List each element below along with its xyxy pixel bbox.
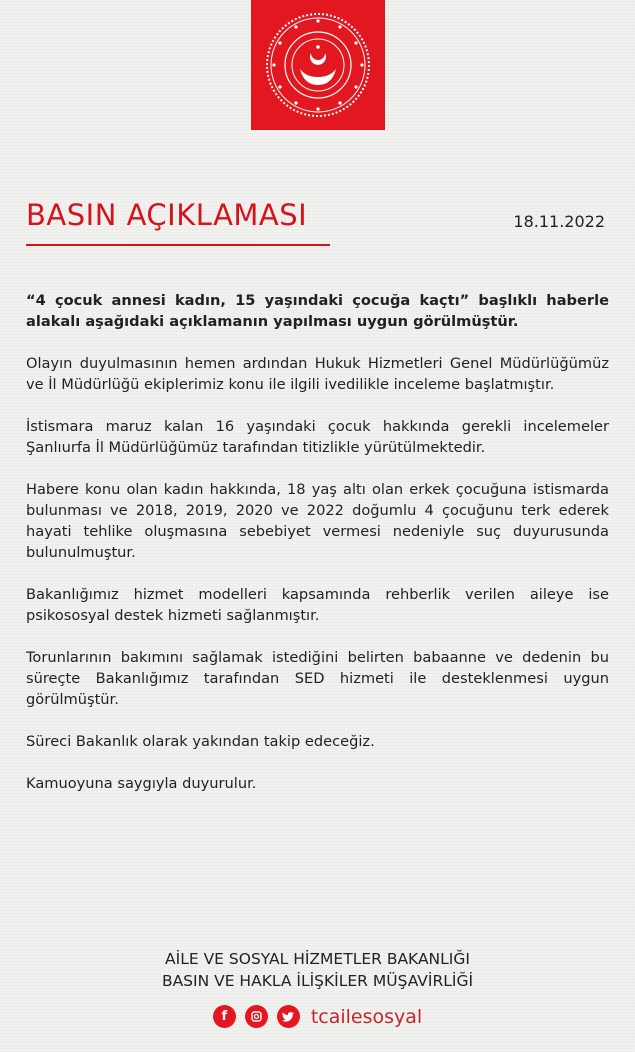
paragraph: Habere konu olan kadın hakkında, 18 yaş altı olan erkek çocuğuna istismarda bulunması ve 2018, 2019, 2020 ve 2022 doğumlu 4 çocuğunu terk ederek hayati tehlike oluşmasına sebebiyet vermesi nedeniyle suç duyurusunda bulunulmuştur. (26, 481, 609, 561)
social-handle[interactable]: tcailesosyal (310, 1005, 423, 1028)
facebook-icon[interactable]: f (213, 1005, 236, 1028)
twitter-icon[interactable] (277, 1005, 300, 1028)
title-underline (26, 244, 330, 246)
ministry-seal-icon (264, 11, 372, 119)
social-links (0, 1005, 635, 1028)
footer-signature (0, 948, 635, 992)
paragraph: İstismara maruz kalan 16 yaşındaki çocuk hakkında gerekli incelemeler Şanlıurfa İl Müdürlüğümüz tarafından titizlikle yürütülmektedir. (26, 418, 609, 456)
instagram-icon[interactable] (245, 1005, 268, 1028)
ministry-logo (251, 0, 385, 130)
paragraph: Torunlarının bakımını sağlamak istediğini belirten babaanne ve dedenin bu süreçte Bakanlığımız tarafından SED hizmeti ile desteklenmesi uygun görülmüştür. (26, 649, 609, 708)
release-date: 18.11.2022 (513, 212, 605, 231)
paragraph: Bakanlığımız hizmet modelleri kapsamında rehberlik verilen aileye ise psikososyal destek hizmeti sağlanmıştır. (26, 586, 609, 624)
ministry-name: AİLE VE SOSYAL HİZMETLER BAKANLIĞI (165, 950, 470, 968)
lead-paragraph: “4 çocuk annesi kadın, 15 yaşındaki çocuğa kaçtı” başlıklı haberle alakalı aşağıdaki açıklamanın yapılması uygun görülmüştür. (26, 292, 609, 330)
statement-body (26, 290, 609, 815)
page-title: BASIN AÇIKLAMASI (26, 198, 308, 232)
closing-paragraph: Kamuoyuna saygıyla duyurulur. (26, 775, 257, 792)
paragraph: Süreci Bakanlık olarak yakından takip edeceğiz. (26, 733, 375, 750)
paragraph: Olayın duyulmasının hemen ardından Hukuk Hizmetleri Genel Müdürlüğümüz ve İl Müdürlüğü ekiplerimiz konu ile ilgili ivedilikle inceleme başlatmıştır. (26, 355, 609, 393)
department-name: BASIN VE HAKLA İLİŞKİLER MÜŞAVİRLİĞİ (161, 972, 474, 990)
